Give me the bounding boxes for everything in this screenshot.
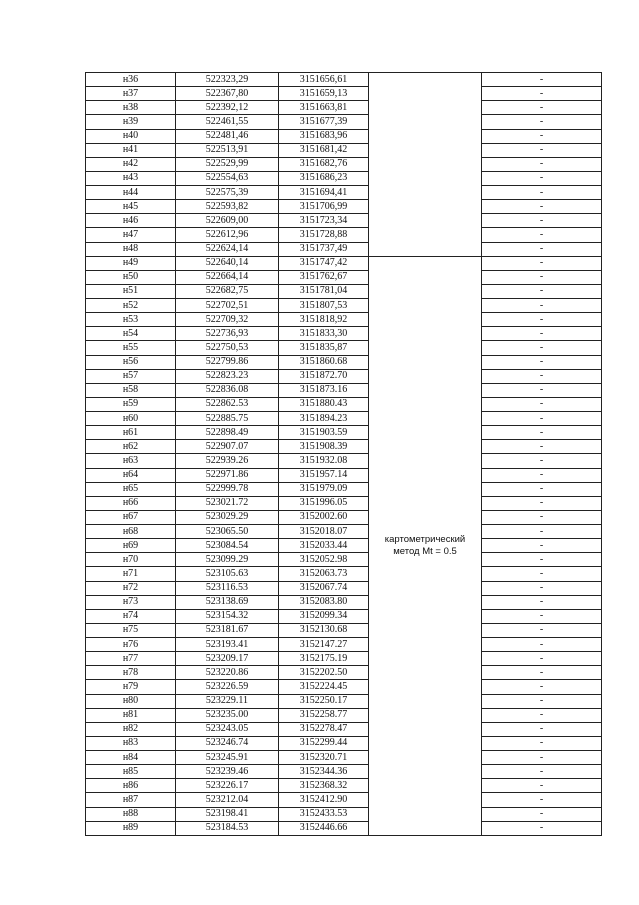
coordinates-table [85, 72, 602, 836]
table-row [86, 468, 602, 482]
note-cell: - [482, 708, 602, 722]
point-number-cell: н75 [86, 623, 176, 637]
x-coordinate-cell: 523154.32 [176, 609, 279, 623]
point-number-cell: н48 [86, 242, 176, 256]
table-row [86, 242, 602, 256]
x-coordinate-cell: 522513,91 [176, 143, 279, 157]
x-coordinate-cell: 522640,14 [176, 256, 279, 270]
point-number-cell: н88 [86, 807, 176, 821]
point-number-cell: н36 [86, 73, 176, 87]
table-row [86, 228, 602, 242]
note-cell: - [482, 496, 602, 510]
note-cell: - [482, 242, 602, 256]
note-cell: - [482, 412, 602, 426]
point-number-cell: н57 [86, 369, 176, 383]
table-row [86, 751, 602, 765]
x-coordinate-cell: 522836.08 [176, 383, 279, 397]
x-coordinate-cell: 522750,53 [176, 341, 279, 355]
note-cell: - [482, 284, 602, 298]
x-coordinate-cell: 522799.86 [176, 355, 279, 369]
y-coordinate-cell: 3152202.50 [279, 666, 369, 680]
note-cell: - [482, 666, 602, 680]
coordinates-table-body [86, 73, 602, 836]
point-number-cell: н56 [86, 355, 176, 369]
note-cell: - [482, 510, 602, 524]
x-coordinate-cell: 523246.74 [176, 736, 279, 750]
point-number-cell: н70 [86, 553, 176, 567]
table-row [86, 708, 602, 722]
note-cell: - [482, 228, 602, 242]
x-coordinate-cell: 522554,63 [176, 171, 279, 185]
y-coordinate-cell: 3152446.66 [279, 821, 369, 835]
x-coordinate-cell: 522999.78 [176, 482, 279, 496]
table-row [86, 200, 602, 214]
point-number-cell: н42 [86, 157, 176, 171]
table-row [86, 567, 602, 581]
y-coordinate-cell: 3152250.17 [279, 694, 369, 708]
table-row [86, 299, 602, 313]
table-row [86, 129, 602, 143]
point-number-cell: н43 [86, 171, 176, 185]
x-coordinate-cell: 523198.41 [176, 807, 279, 821]
x-coordinate-cell: 522898.49 [176, 426, 279, 440]
y-coordinate-cell: 3152412.90 [279, 793, 369, 807]
point-number-cell: н79 [86, 680, 176, 694]
x-coordinate-cell: 522593,82 [176, 200, 279, 214]
x-coordinate-cell: 522609,00 [176, 214, 279, 228]
point-number-cell: н78 [86, 666, 176, 680]
table-row [86, 722, 602, 736]
point-number-cell: н87 [86, 793, 176, 807]
table-row [86, 666, 602, 680]
point-number-cell: н53 [86, 313, 176, 327]
table-row [86, 327, 602, 341]
y-coordinate-cell: 3152320.71 [279, 751, 369, 765]
point-number-cell: н41 [86, 143, 176, 157]
table-row [86, 426, 602, 440]
table-row [86, 284, 602, 298]
note-cell: - [482, 87, 602, 101]
table-row [86, 214, 602, 228]
x-coordinate-cell: 523245.91 [176, 751, 279, 765]
y-coordinate-cell: 3152018.07 [279, 525, 369, 539]
y-coordinate-cell: 3151681,42 [279, 143, 369, 157]
note-cell: - [482, 638, 602, 652]
table-row [86, 73, 602, 87]
y-coordinate-cell: 3151818,92 [279, 313, 369, 327]
y-coordinate-cell: 3152175.19 [279, 652, 369, 666]
point-number-cell: н71 [86, 567, 176, 581]
x-coordinate-cell: 523181.67 [176, 623, 279, 637]
x-coordinate-cell: 523212.04 [176, 793, 279, 807]
x-coordinate-cell: 523209.17 [176, 652, 279, 666]
x-coordinate-cell: 522612,96 [176, 228, 279, 242]
y-coordinate-cell: 3151677,39 [279, 115, 369, 129]
x-coordinate-cell: 522709,32 [176, 313, 279, 327]
table-row [86, 115, 602, 129]
table-row [86, 553, 602, 567]
note-cell: - [482, 299, 602, 313]
y-coordinate-cell: 3151728,88 [279, 228, 369, 242]
note-cell: - [482, 736, 602, 750]
point-number-cell: н51 [86, 284, 176, 298]
y-coordinate-cell: 3151737,49 [279, 242, 369, 256]
point-number-cell: н65 [86, 482, 176, 496]
table-row [86, 383, 602, 397]
x-coordinate-cell: 523029.29 [176, 510, 279, 524]
y-coordinate-cell: 3151996.05 [279, 496, 369, 510]
y-coordinate-cell: 3152278.47 [279, 722, 369, 736]
table-row [86, 355, 602, 369]
note-cell: - [482, 157, 602, 171]
table-row [86, 510, 602, 524]
point-number-cell: н69 [86, 539, 176, 553]
note-cell: - [482, 454, 602, 468]
note-cell: - [482, 186, 602, 200]
x-coordinate-cell: 523220.86 [176, 666, 279, 680]
note-cell: - [482, 807, 602, 821]
x-coordinate-cell: 523239.46 [176, 765, 279, 779]
table-row [86, 143, 602, 157]
y-coordinate-cell: 3151656,61 [279, 73, 369, 87]
point-number-cell: н54 [86, 327, 176, 341]
note-cell: - [482, 341, 602, 355]
y-coordinate-cell: 3151894.23 [279, 412, 369, 426]
y-coordinate-cell: 3151932.08 [279, 454, 369, 468]
table-row [86, 736, 602, 750]
x-coordinate-cell: 522823.23 [176, 369, 279, 383]
point-number-cell: н76 [86, 638, 176, 652]
point-number-cell: н47 [86, 228, 176, 242]
table-row [86, 807, 602, 821]
table-row [86, 157, 602, 171]
point-number-cell: н77 [86, 652, 176, 666]
point-number-cell: н73 [86, 595, 176, 609]
table-row [86, 623, 602, 637]
x-coordinate-cell: 522907.07 [176, 440, 279, 454]
point-number-cell: н50 [86, 270, 176, 284]
table-row [86, 171, 602, 185]
point-number-cell: н44 [86, 186, 176, 200]
y-coordinate-cell: 3152033.44 [279, 539, 369, 553]
y-coordinate-cell: 3152083.80 [279, 595, 369, 609]
note-cell: - [482, 553, 602, 567]
y-coordinate-cell: 3152052.98 [279, 553, 369, 567]
point-number-cell: н68 [86, 525, 176, 539]
y-coordinate-cell: 3152130.68 [279, 623, 369, 637]
y-coordinate-cell: 3151762,67 [279, 270, 369, 284]
y-coordinate-cell: 3152344.36 [279, 765, 369, 779]
point-number-cell: н40 [86, 129, 176, 143]
point-number-cell: н80 [86, 694, 176, 708]
y-coordinate-cell: 3151908.39 [279, 440, 369, 454]
method-line-1: картометрический [384, 533, 466, 545]
table-row [86, 87, 602, 101]
point-number-cell: н74 [86, 609, 176, 623]
point-number-cell: н72 [86, 581, 176, 595]
y-coordinate-cell: 3151880.43 [279, 397, 369, 411]
y-coordinate-cell: 3151873.16 [279, 383, 369, 397]
y-coordinate-cell: 3152368.32 [279, 779, 369, 793]
table-row [86, 793, 602, 807]
table-row [86, 256, 602, 270]
note-cell: - [482, 270, 602, 284]
y-coordinate-cell: 3151835,87 [279, 341, 369, 355]
y-coordinate-cell: 3151807,53 [279, 299, 369, 313]
y-coordinate-cell: 3152299.44 [279, 736, 369, 750]
x-coordinate-cell: 523065.50 [176, 525, 279, 539]
note-cell: - [482, 383, 602, 397]
table-row [86, 496, 602, 510]
point-number-cell: н89 [86, 821, 176, 835]
table-row [86, 397, 602, 411]
table-row [86, 779, 602, 793]
x-coordinate-cell: 522367,80 [176, 87, 279, 101]
x-coordinate-cell: 522392,12 [176, 101, 279, 115]
note-cell: - [482, 694, 602, 708]
x-coordinate-cell: 523184.53 [176, 821, 279, 835]
table-row [86, 482, 602, 496]
table-row [86, 525, 602, 539]
note-cell: - [482, 101, 602, 115]
x-coordinate-cell: 522481,46 [176, 129, 279, 143]
note-cell: - [482, 143, 602, 157]
y-coordinate-cell: 3151781,04 [279, 284, 369, 298]
note-cell: - [482, 722, 602, 736]
x-coordinate-cell: 522736,93 [176, 327, 279, 341]
point-number-cell: н83 [86, 736, 176, 750]
table-row [86, 694, 602, 708]
note-cell: - [482, 779, 602, 793]
table-row [86, 595, 602, 609]
point-number-cell: н55 [86, 341, 176, 355]
table-row [86, 369, 602, 383]
point-number-cell: н64 [86, 468, 176, 482]
note-cell: - [482, 595, 602, 609]
point-number-cell: н62 [86, 440, 176, 454]
table-row [86, 680, 602, 694]
point-number-cell: н37 [86, 87, 176, 101]
point-number-cell: н52 [86, 299, 176, 313]
point-number-cell: н45 [86, 200, 176, 214]
x-coordinate-cell: 522664,14 [176, 270, 279, 284]
point-number-cell: н59 [86, 397, 176, 411]
y-coordinate-cell: 3151957.14 [279, 468, 369, 482]
note-cell: - [482, 115, 602, 129]
table-row [86, 638, 602, 652]
note-cell: - [482, 482, 602, 496]
x-coordinate-cell: 523226.59 [176, 680, 279, 694]
point-number-cell: н85 [86, 765, 176, 779]
note-cell: - [482, 214, 602, 228]
y-coordinate-cell: 3151860.68 [279, 355, 369, 369]
x-coordinate-cell: 522529,99 [176, 157, 279, 171]
note-cell: - [482, 313, 602, 327]
note-cell: - [482, 440, 602, 454]
y-coordinate-cell: 3151747,42 [279, 256, 369, 270]
y-coordinate-cell: 3152147.27 [279, 638, 369, 652]
x-coordinate-cell: 522885.75 [176, 412, 279, 426]
x-coordinate-cell: 522682,75 [176, 284, 279, 298]
note-cell: - [482, 609, 602, 623]
y-coordinate-cell: 3151694,41 [279, 186, 369, 200]
table-row [86, 539, 602, 553]
y-coordinate-cell: 3151683,96 [279, 129, 369, 143]
table-row [86, 412, 602, 426]
point-number-cell: н46 [86, 214, 176, 228]
note-cell: - [482, 567, 602, 581]
point-number-cell: н61 [86, 426, 176, 440]
note-cell: - [482, 765, 602, 779]
note-cell: - [482, 327, 602, 341]
y-coordinate-cell: 3151686,23 [279, 171, 369, 185]
table-row [86, 609, 602, 623]
point-number-cell: н82 [86, 722, 176, 736]
note-cell: - [482, 793, 602, 807]
y-coordinate-cell: 3152433.53 [279, 807, 369, 821]
note-cell: - [482, 539, 602, 553]
table-row [86, 821, 602, 835]
note-cell: - [482, 426, 602, 440]
x-coordinate-cell: 523226.17 [176, 779, 279, 793]
y-coordinate-cell: 3152258.77 [279, 708, 369, 722]
table-row [86, 652, 602, 666]
point-number-cell: н63 [86, 454, 176, 468]
y-coordinate-cell: 3152067.74 [279, 581, 369, 595]
y-coordinate-cell: 3151979.09 [279, 482, 369, 496]
y-coordinate-cell: 3152063.73 [279, 567, 369, 581]
point-number-cell: н84 [86, 751, 176, 765]
point-number-cell: н38 [86, 101, 176, 115]
point-number-cell: н81 [86, 708, 176, 722]
x-coordinate-cell: 523099.29 [176, 553, 279, 567]
point-number-cell: н49 [86, 256, 176, 270]
note-cell: - [482, 397, 602, 411]
x-coordinate-cell: 523116.53 [176, 581, 279, 595]
y-coordinate-cell: 3151723,34 [279, 214, 369, 228]
x-coordinate-cell: 523138.69 [176, 595, 279, 609]
point-number-cell: н67 [86, 510, 176, 524]
point-number-cell: н58 [86, 383, 176, 397]
table-row [86, 101, 602, 115]
x-coordinate-cell: 523105.63 [176, 567, 279, 581]
y-coordinate-cell: 3151682,76 [279, 157, 369, 171]
y-coordinate-cell: 3151903.59 [279, 426, 369, 440]
note-cell: - [482, 355, 602, 369]
note-cell: - [482, 256, 602, 270]
table-row [86, 186, 602, 200]
y-coordinate-cell: 3151833,30 [279, 327, 369, 341]
y-coordinate-cell: 3151872.70 [279, 369, 369, 383]
note-cell: - [482, 468, 602, 482]
point-number-cell: н60 [86, 412, 176, 426]
table-row [86, 270, 602, 284]
note-cell: - [482, 680, 602, 694]
x-coordinate-cell: 522575,39 [176, 186, 279, 200]
note-cell: - [482, 369, 602, 383]
point-number-cell: н39 [86, 115, 176, 129]
y-coordinate-cell: 3152224.45 [279, 680, 369, 694]
point-number-cell: н86 [86, 779, 176, 793]
note-cell: - [482, 525, 602, 539]
x-coordinate-cell: 522461,55 [176, 115, 279, 129]
x-coordinate-cell: 523193.41 [176, 638, 279, 652]
table-row [86, 341, 602, 355]
y-coordinate-cell: 3151659,13 [279, 87, 369, 101]
x-coordinate-cell: 523243.05 [176, 722, 279, 736]
table-row [86, 454, 602, 468]
table-row [86, 765, 602, 779]
x-coordinate-cell: 523084.54 [176, 539, 279, 553]
method-cell-upper [369, 73, 482, 257]
y-coordinate-cell: 3152099.34 [279, 609, 369, 623]
x-coordinate-cell: 522624,14 [176, 242, 279, 256]
x-coordinate-cell: 522939.26 [176, 454, 279, 468]
note-cell: - [482, 581, 602, 595]
method-line-2: метод Mt = 0.5 [393, 545, 457, 557]
x-coordinate-cell: 523229.11 [176, 694, 279, 708]
note-cell: - [482, 821, 602, 835]
x-coordinate-cell: 522862.53 [176, 397, 279, 411]
note-cell: - [482, 751, 602, 765]
method-cell-lower [369, 256, 482, 835]
x-coordinate-cell: 523021.72 [176, 496, 279, 510]
x-coordinate-cell: 522323,29 [176, 73, 279, 87]
point-number-cell: н66 [86, 496, 176, 510]
y-coordinate-cell: 3151706,99 [279, 200, 369, 214]
x-coordinate-cell: 522971.86 [176, 468, 279, 482]
note-cell: - [482, 129, 602, 143]
y-coordinate-cell: 3151663,81 [279, 101, 369, 115]
x-coordinate-cell: 523235.00 [176, 708, 279, 722]
note-cell: - [482, 623, 602, 637]
y-coordinate-cell: 3152002.60 [279, 510, 369, 524]
note-cell: - [482, 200, 602, 214]
note-cell: - [482, 73, 602, 87]
table-row [86, 440, 602, 454]
table-row [86, 581, 602, 595]
x-coordinate-cell: 522702,51 [176, 299, 279, 313]
table-row [86, 313, 602, 327]
note-cell: - [482, 652, 602, 666]
note-cell: - [482, 171, 602, 185]
